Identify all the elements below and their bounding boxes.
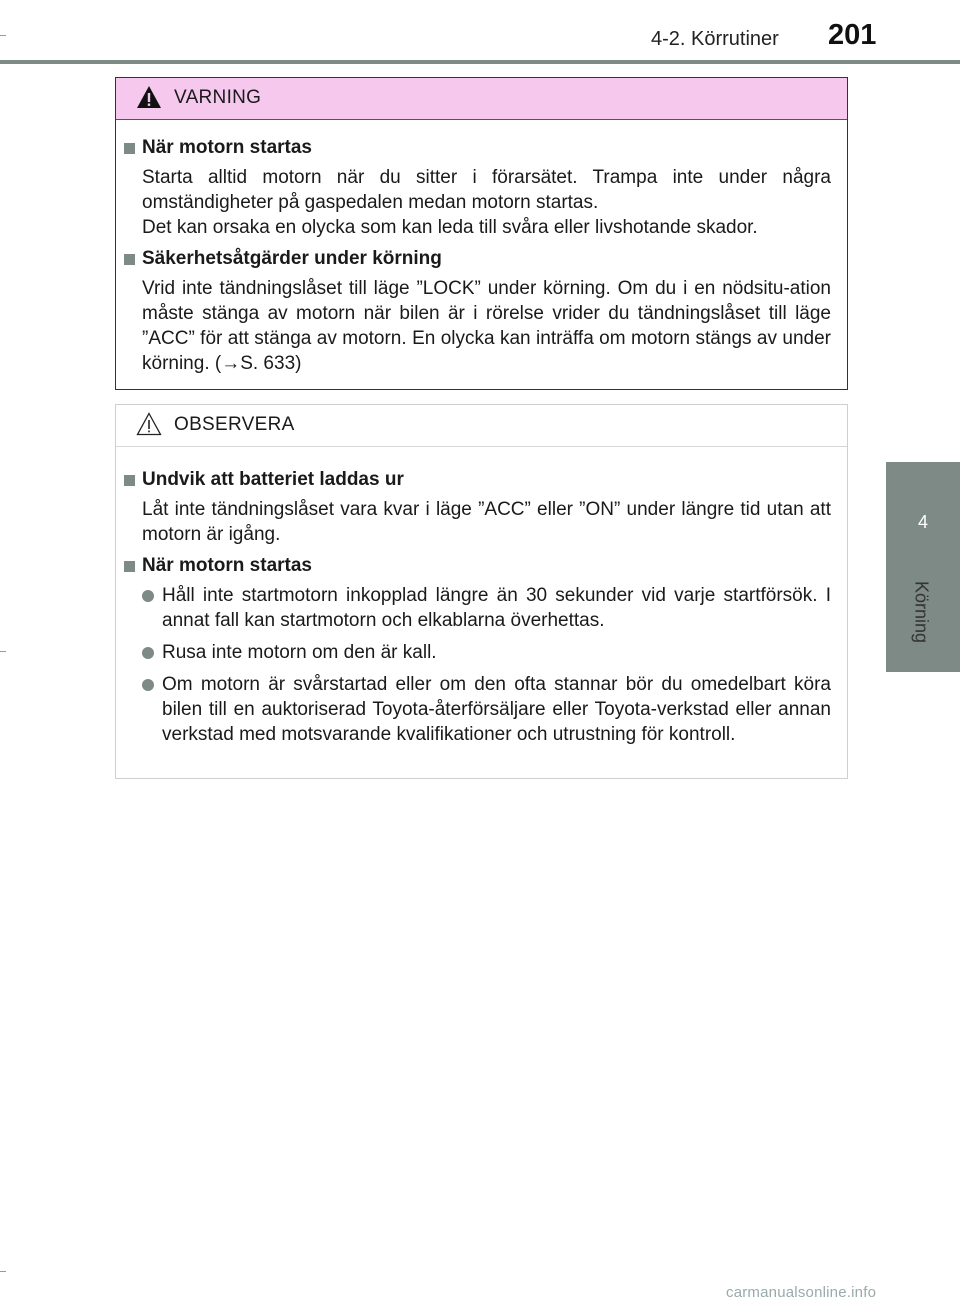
heading-text: Säkerhetsåtgärder under körning: [142, 248, 442, 269]
chapter-number: 4: [917, 512, 928, 532]
caution-triangle-icon: [136, 412, 162, 436]
crop-mark: [0, 651, 6, 652]
warning-title: VARNING: [174, 87, 262, 108]
heading-text: När motorn startas: [142, 555, 312, 576]
warning-item-heading: [124, 136, 831, 160]
round-bullet-icon: [142, 590, 154, 602]
header-rule: [0, 60, 960, 64]
chapter-label: Körning: [911, 580, 932, 644]
section-title: 4-2. Körrutiner: [651, 28, 779, 50]
notice-title: OBSERVERA: [174, 414, 295, 435]
watermark: carmanualsonline.info: [726, 1284, 877, 1301]
warning-header: [116, 78, 847, 120]
warning-item-text: Vrid inte tändningslåset till läge ”LOCK” under körning. Om du i en nödsitu-ation måste stänga av motorn när bilen är i rörelse vrider du tändningslåset till läge ”ACC” för att stänga av motorn. En olycka kan inträffa om motorn stängs av under körning. (→S. 633): [142, 278, 831, 374]
list-item: [124, 672, 831, 747]
list-item: [124, 640, 831, 665]
bullet-text: Håll inte startmotorn inkopplad längre än 30 sekunder vid varje startförsök. I annat fall kan startmotorn och elkablarna överhettas.: [162, 585, 831, 631]
page-header: [0, 0, 960, 62]
warning-triangle-icon: [136, 85, 162, 109]
square-bullet-icon: [124, 143, 135, 154]
bullet-text: Rusa inte motorn om den är kall.: [162, 642, 437, 663]
notice-item-heading: [124, 554, 831, 578]
warning-item-heading: [124, 247, 831, 271]
bullet-text: Om motorn är svårstartad eller om den ofta stannar bör du omedelbart köra bilen till en auktoriserad Toyota-återförsäljare eller Toyota-verkstad eller annan verkstad med motsvarande kvalifikationer och utrustning för kontroll.: [162, 674, 831, 745]
notice-item-heading: [124, 468, 831, 492]
notice-body: [116, 447, 847, 747]
list-item: [124, 583, 831, 633]
square-bullet-icon: [124, 475, 135, 486]
paragraph: Det kan orsaka en olycka som kan leda till svåra eller livshotande skador.: [142, 217, 758, 238]
heading-text: När motorn startas: [142, 137, 312, 158]
heading-text: Undvik att batteriet laddas ur: [142, 469, 404, 490]
notice-box: [115, 404, 848, 779]
warning-body: [116, 120, 847, 376]
page-number: 201: [828, 19, 877, 51]
square-bullet-icon: [124, 254, 135, 265]
round-bullet-icon: [142, 647, 154, 659]
warning-item-text: [124, 165, 831, 240]
warning-box: [115, 77, 848, 390]
notice-header: [116, 405, 847, 447]
round-bullet-icon: [142, 679, 154, 691]
crop-mark: [0, 35, 6, 36]
crop-mark: [0, 1271, 6, 1272]
square-bullet-icon: [124, 561, 135, 572]
paragraph: Starta alltid motorn när du sitter i förarsätet. Trampa inte under några omständigheter på gaspedalen medan motorn startas.: [142, 167, 831, 213]
notice-item-text: Låt inte tändningslåset vara kvar i läge ”ACC” eller ”ON” under längre tid utan att motorn är igång.: [142, 499, 831, 545]
